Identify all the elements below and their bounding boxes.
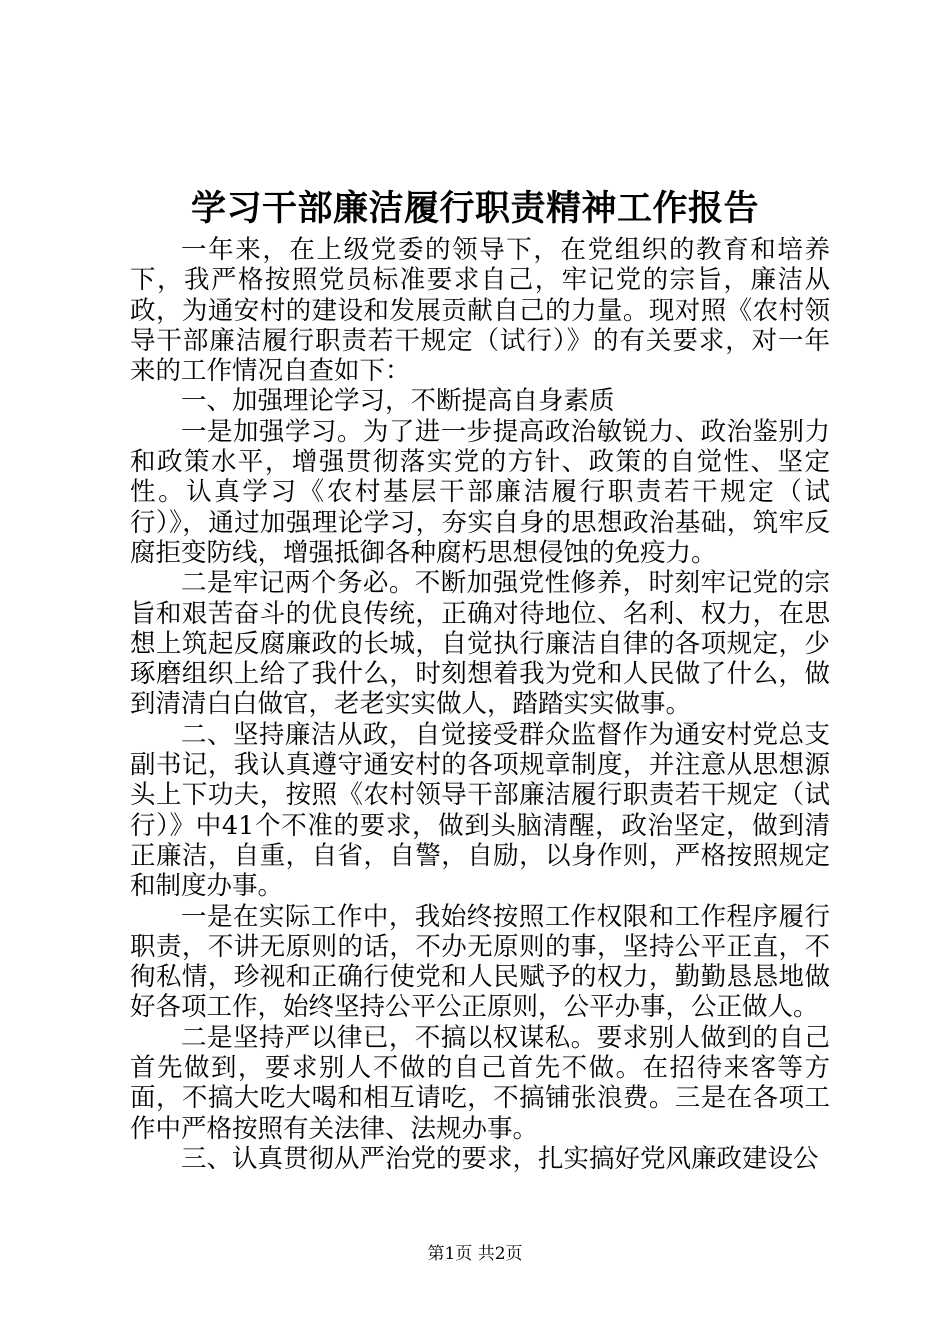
- document-title: 学习干部廉洁履行职责精神工作报告: [190, 188, 759, 229]
- page-number-footer: 第1页 共2页: [427, 1244, 523, 1264]
- section-heading-2: 二、坚持廉洁从政，自觉接受群众监督作为通安村党总支副书记，我认真遵守通安村的各项规章制度，并注意从思想源头上下功夫，按照《农村领导干部廉洁履行职责若干规定（试行）》中41个不准的要求，做到头脑清醒，政治坚定，做到清正廉洁，自重，自省，自警，自励，以身作则，严格按照规定和制度办事。: [130, 719, 830, 902]
- document-body: [130, 235, 830, 1174]
- paragraph-two-musts: 二是牢记两个务必。不断加强党性修养，时刻牢记党的宗旨和艰苦奋斗的优良传统，正确对待地位、名利、权力，在思想上筑起反腐廉政的长城，自觉执行廉洁自律的各项规定，少琢磨组织上给了我什么，时刻想着我为党和人民做了什么，做到清清白白做官，老老实实做人，踏踏实实做事。: [130, 568, 830, 720]
- section-heading-3: 三、认真贯彻从严治党的要求，扎实搞好党风廉政建设公: [181, 1143, 819, 1174]
- section-heading-1: 一、加强理论学习，不断提高自身素质: [181, 386, 615, 417]
- paragraph-self-discipline: 二是坚持严以律已，不搞以权谋私。要求别人做到的自己首先做到，要求别人不做的自己首先不做。在招待来客等方面，不搞大吃大喝和相互请吃，不搞铺张浪费。三是在各项工作中严格按照有关法律、法规办事。: [130, 1022, 830, 1144]
- paragraph-intro: 一年来，在上级党委的领导下，在党组织的教育和培养下，我严格按照党员标准要求自己，牢记党的宗旨，廉洁从政，为通安村的建设和发展贡献自己的力量。现对照《农村领导干部廉洁履行职责若干规定（试行）》的有关要求，对一年来的工作情况自查如下：: [130, 235, 830, 387]
- paragraph-work-practice: 一是在实际工作中，我始终按照工作权限和工作程序履行职责，不讲无原则的话，不办无原则的事，坚持公平正直，不徇私情，珍视和正确行使党和人民赋予的权力，勤勤恳恳地做好各项工作，始终坚持公平公正原则，公平办事，公正做人。: [130, 901, 830, 1023]
- paragraph-study: 一是加强学习。为了进一步提高政治敏锐力、政治鉴别力和政策水平，增强贯彻落实党的方针、政策的自觉性、坚定性。认真学习《农村基层干部廉洁履行职责若干规定（试行）》，通过加强理论学习，夯实自身的思想政治基础，筑牢反腐拒变防线，增强抵御各种腐朽思想侵蚀的免疫力。: [130, 416, 830, 568]
